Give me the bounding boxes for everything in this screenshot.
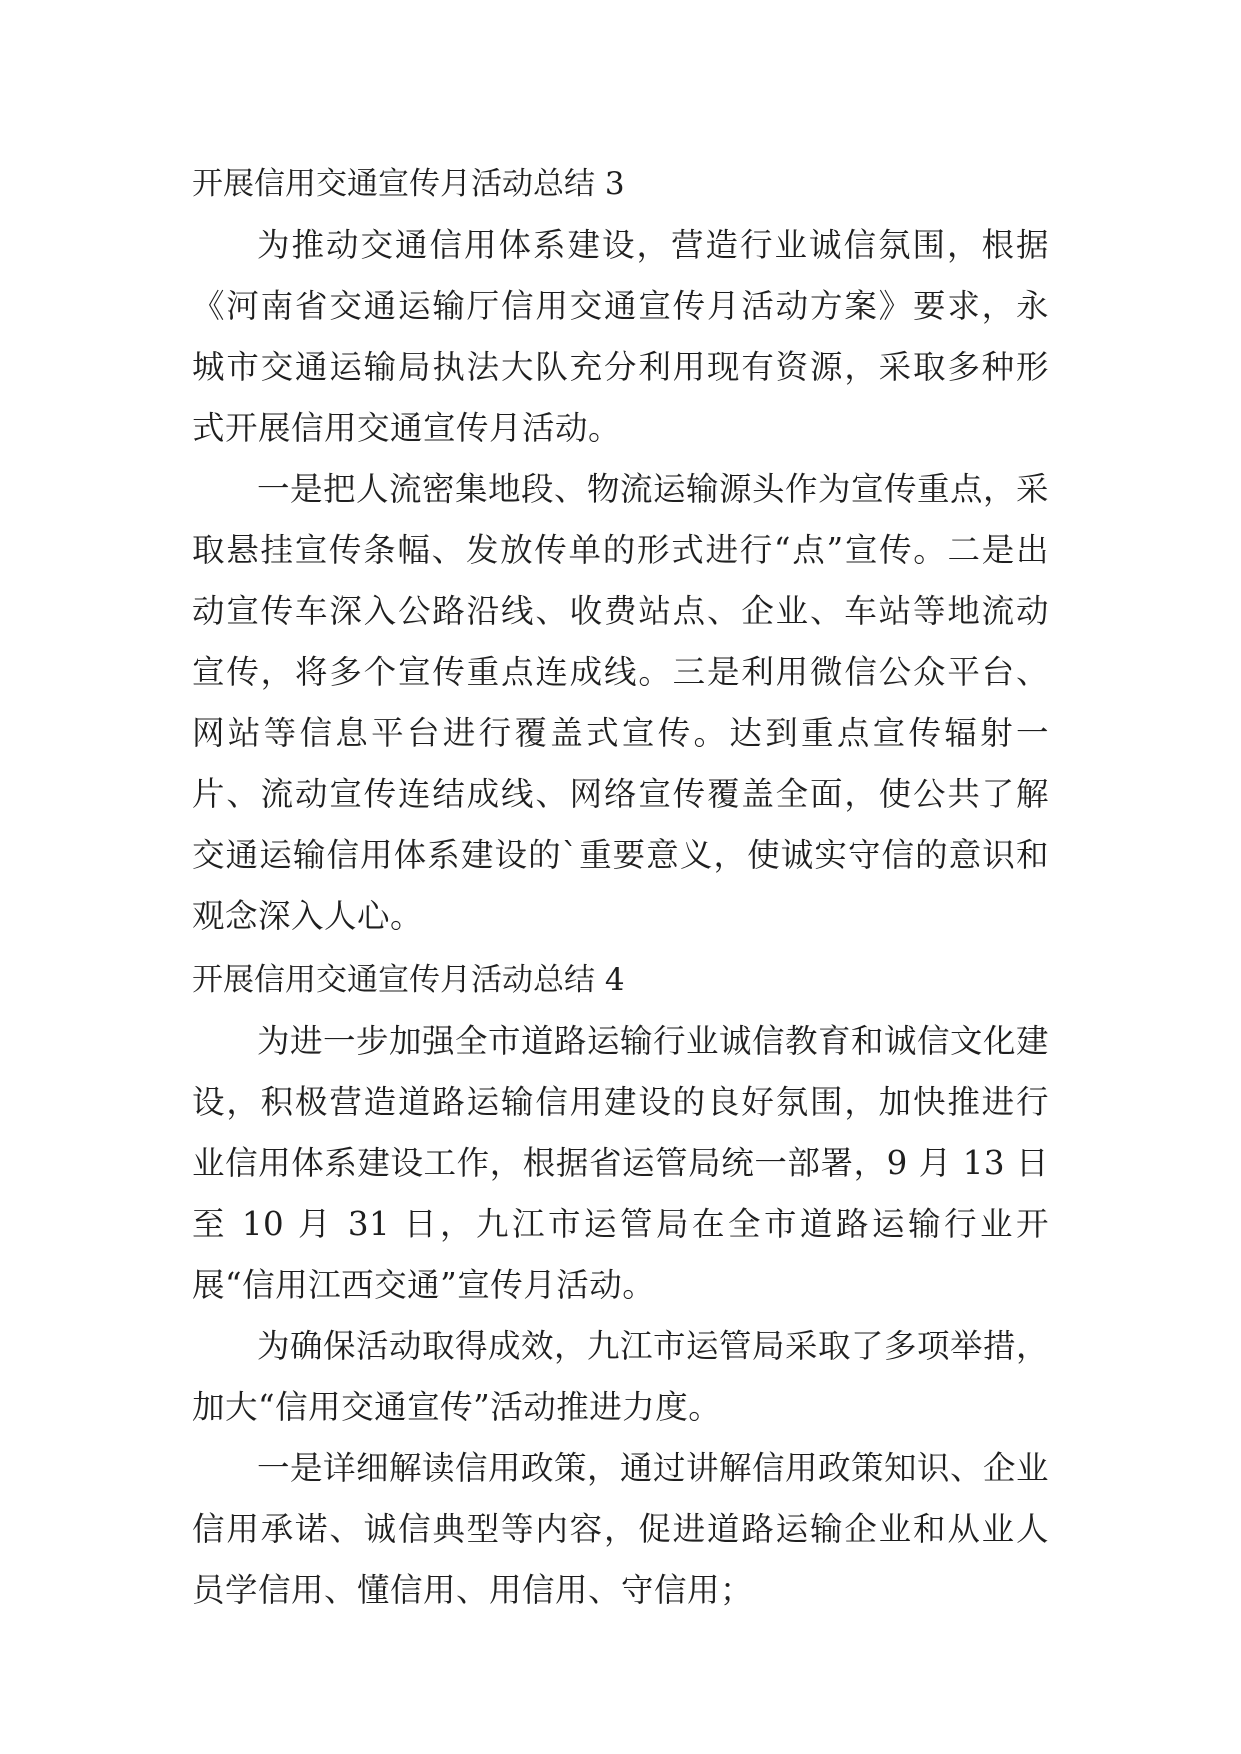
section-heading: 开展信用交通宣传月活动总结 3 (192, 166, 625, 202)
section-heading: 开展信用交通宣传月活动总结 4 (192, 962, 625, 998)
document-page (192, 154, 1049, 1621)
paragraph: 为确保活动取得成效，九江市运管局采取了多项举措，加大“信用交通宣传”活动推进力度。 (192, 1327, 1050, 1426)
section-summary-4 (192, 950, 1049, 1621)
section-summary-3 (192, 154, 1049, 947)
paragraph: 一是详细解读信用政策，通过讲解信用政策知识、企业信用承诺、诚信典型等内容，促进道路运输企业和从业人员学信用、懂信用、用信用、守信用； (192, 1449, 1050, 1609)
paragraph: 为进一步加强全市道路运输行业诚信教育和诚信文化建设，积极营造道路运输信用建设的良好氛围，加快推进行业信用体系建设工作，根据省运管局统一部署，9 月 13 日至 10 月 31 日，九江市运管局在全市道路运输行业开展“信用江西交通”宣传月活动。 (192, 1022, 1050, 1304)
paragraph: 一是把人流密集地段、物流运输源头作为宣传重点，采取悬挂宣传条幅、发放传单的形式进行“点”宣传。二是出动宣传车深入公路沿线、收费站点、企业、车站等地流动宣传，将多个宣传重点连成线。三是利用微信公众平台、网站等信息平台进行覆盖式宣传。达到重点宣传辐射一片、流动宣传连结成线、网络宣传覆盖全面，使公共了解交通运输信用体系建设的`重要意义，使诚实守信的意识和观念深入人心。 (192, 470, 1050, 935)
paragraph: 为推动交通信用体系建设，营造行业诚信氛围，根据《河南省交通运输厅信用交通宣传月活动方案》要求，永城市交通运输局执法大队充分利用现有资源，采取多种形式开展信用交通宣传月活动。 (192, 226, 1049, 447)
